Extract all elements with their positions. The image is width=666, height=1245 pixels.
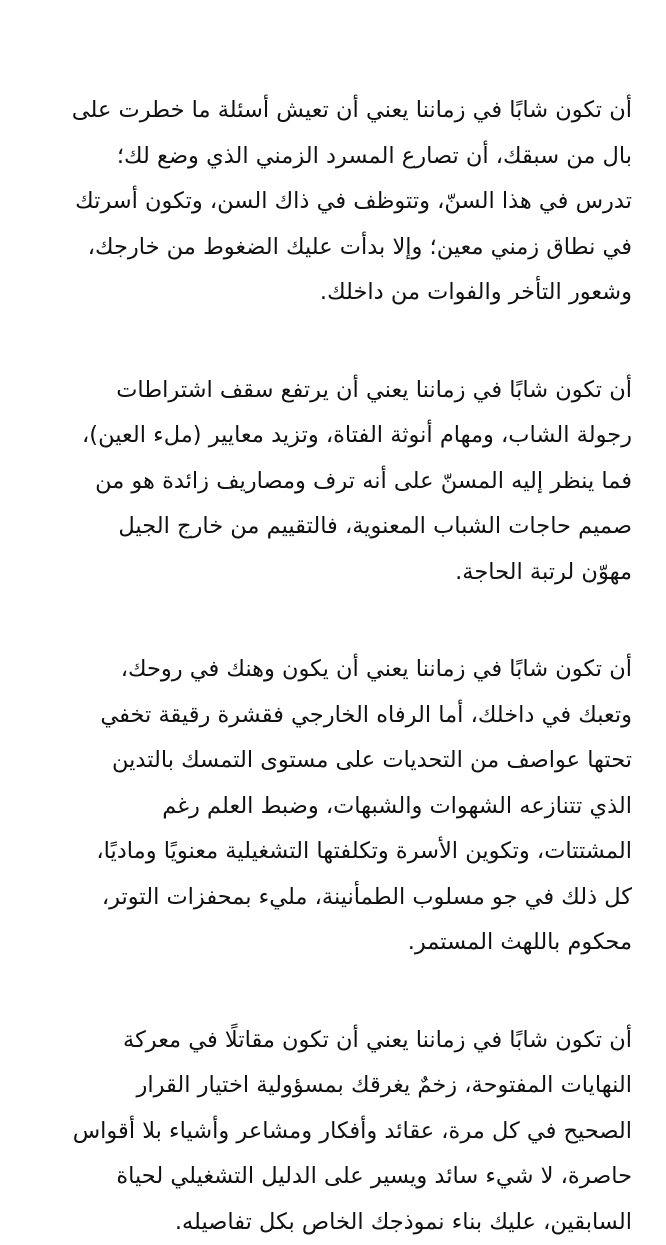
text-line: الذي تتنازعه الشهوات والشبهات، وضبط العلم رغم [34,784,632,830]
text-line: حاصرة، لا شيء سائد ويسير على الدليل التشغيلي لحياة [34,1154,632,1200]
text-line: النهايات المفتوحة، زخمٌ يغرقك بمسؤولية اختيار القرار [34,1063,632,1109]
text-line: الصحيح في كل مرة، عقائد وأفكار ومشاعر وأشياء بلا أقواس [34,1109,632,1155]
text-line: السابقين، عليك بناء نموذجك الخاص بكل تفاصيله. [34,1200,632,1245]
paragraph-2 [34,368,632,596]
text-line: تدرس في هذا السنّ، وتتوظف في ذاك السن، وتكون أسرتك [34,179,632,225]
paragraph-1 [34,88,632,316]
text-line: فما ينظر إليه المسنّ على أنه ترف ومصاريف زائدة هو من [34,459,632,505]
text-line: المشتتات، وتكوين الأسرة وتكلفتها التشغيلية معنويًا وماديًا، [34,829,632,875]
text-line: تحتها عواصف من التحديات على مستوى التمسك بالتدين [34,738,632,784]
text-line: وتعبك في داخلك، أما الرفاه الخارجي فقشرة رقيقة تخفي [34,693,632,739]
text-line: مهوّن لرتبة الحاجة. [34,550,632,596]
text-line: بال من سبقك، أن تصارع المسرد الزمني الذي وضع لك؛ [34,134,632,180]
text-line: أن تكون شابًا في زماننا يعني أن تكون مقاتلًا في معركة [34,1018,632,1064]
text-line: وشعور التأخر والفوات من داخلك. [34,270,632,316]
text-line: أن تكون شابًا في زماننا يعني أن يكون وهنك في روحك، [34,647,632,693]
paragraph-3 [34,647,632,966]
text-line: رجولة الشاب، ومهام أنوثة الفتاة، وتزيد معايير (ملء العين)، [34,413,632,459]
text-line: صميم حاجات الشباب المعنوية، فالتقييم من خارج الجيل [34,504,632,550]
text-line: في نطاق زمني معين؛ وإلا بدأت عليك الضغوط من خارجك، [34,225,632,271]
text-line: محكوم باللهث المستمر. [34,920,632,966]
text-line: أن تكون شابًا في زماننا يعني أن تعيش أسئلة ما خطرت على [34,88,632,134]
text-line: أن تكون شابًا في زماننا يعني أن يرتفع سقف اشتراطات [34,368,632,414]
paragraph-4 [34,1018,632,1245]
text-line: كل ذلك في جو مسلوب الطمأنينة، مليء بمحفزات التوتر، [34,875,632,921]
